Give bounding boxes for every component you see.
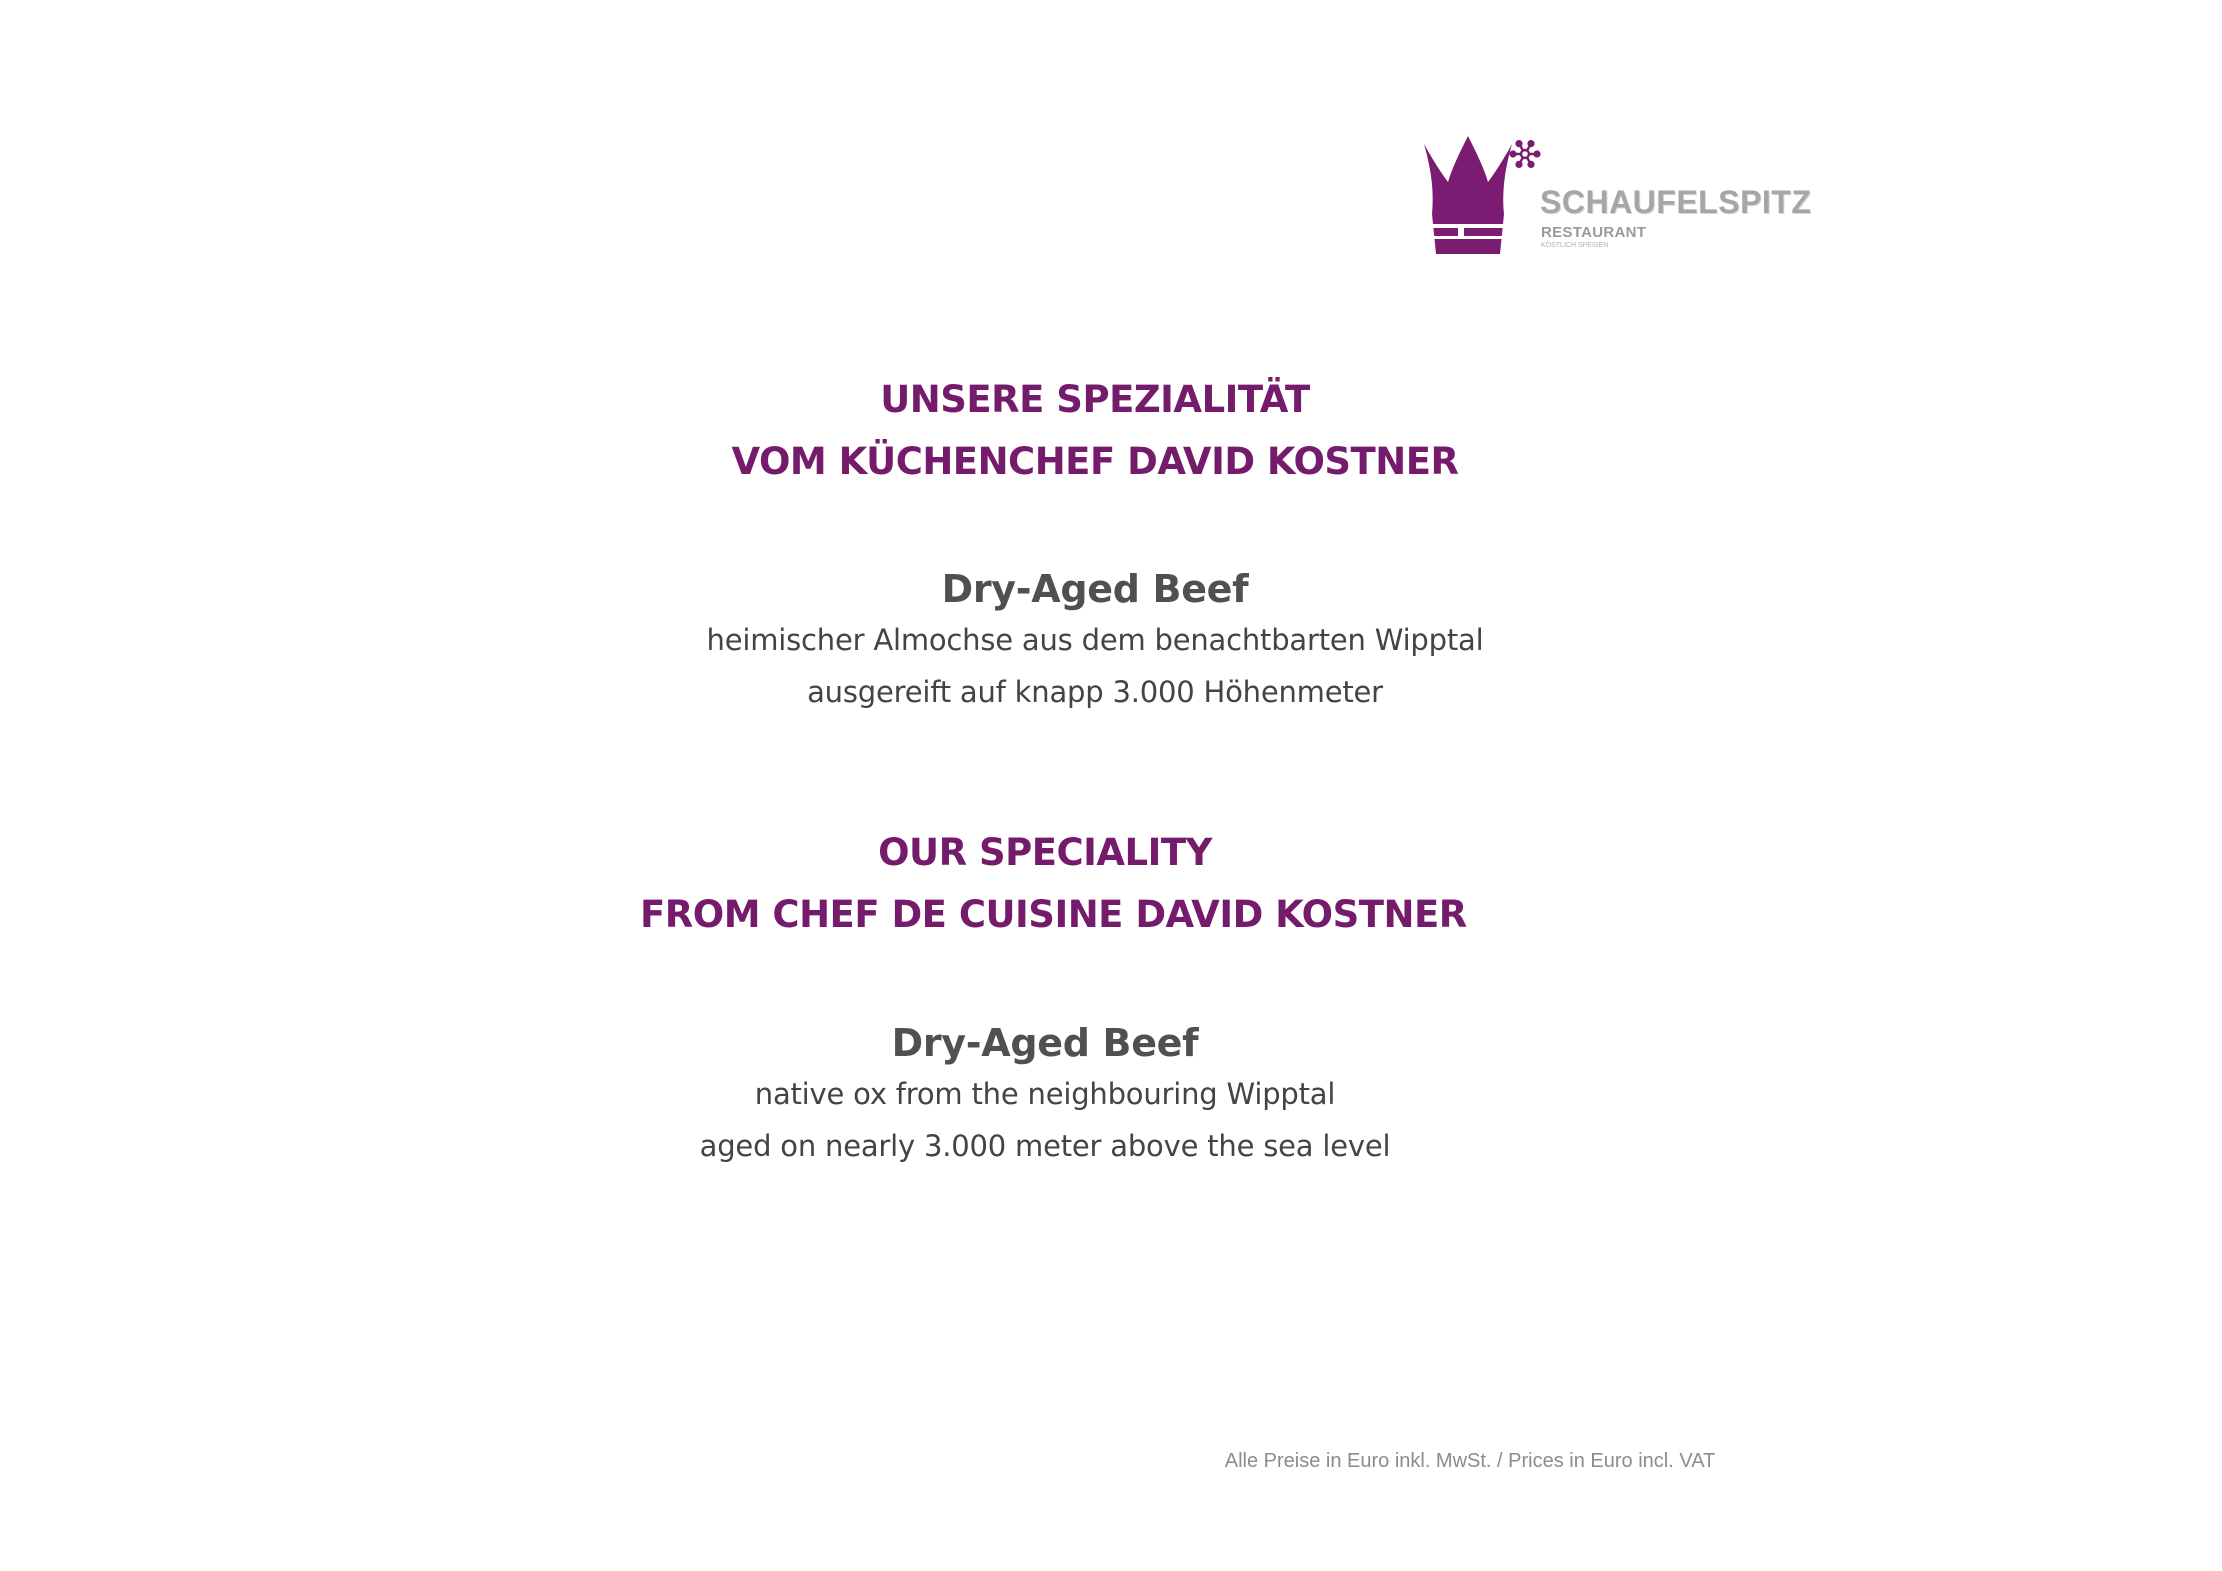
english-dish-title: Dry-Aged Beef <box>891 1021 1199 1065</box>
restaurant-logo <box>1418 132 1818 262</box>
german-desc-line2: ausgereift auf knapp 3.000 Höhenmeter <box>807 675 1383 709</box>
english-heading-line2: FROM CHEF DE CUISINE DAVID KOSTNER <box>640 893 1467 936</box>
english-heading-line1: OUR SPECIALITY <box>878 831 1212 874</box>
german-heading <box>730 369 1460 493</box>
price-note: Alle Preise in Euro inkl. MwSt. / Prices in Euro incl. VAT <box>1224 1450 1716 1472</box>
logo-subtitle: RESTAURANT <box>1541 224 1647 241</box>
english-heading <box>640 822 1467 946</box>
crown-icon <box>1418 132 1550 262</box>
english-desc-line1: native ox from the neighbouring Wipptal <box>754 1077 1336 1111</box>
snowflake-icon <box>1511 141 1540 167</box>
english-dish <box>640 1018 1450 1172</box>
english-desc-line2: aged on nearly 3.000 meter above the sea level <box>699 1129 1391 1163</box>
logo-name: SCHAUFELSPITZ <box>1540 184 1812 220</box>
german-dish <box>690 564 1500 718</box>
german-dish-title: Dry-Aged Beef <box>941 567 1249 611</box>
german-heading-line1: UNSERE SPEZIALITÄT <box>880 378 1310 421</box>
logo-tagline: KÖSTLICH SPEISEN <box>1541 242 1609 249</box>
german-desc-line1: heimischer Almochse aus dem benachtbarten Wipptal <box>706 623 1484 657</box>
german-heading-line2: VOM KÜCHENCHEF DAVID KOSTNER <box>731 440 1459 483</box>
